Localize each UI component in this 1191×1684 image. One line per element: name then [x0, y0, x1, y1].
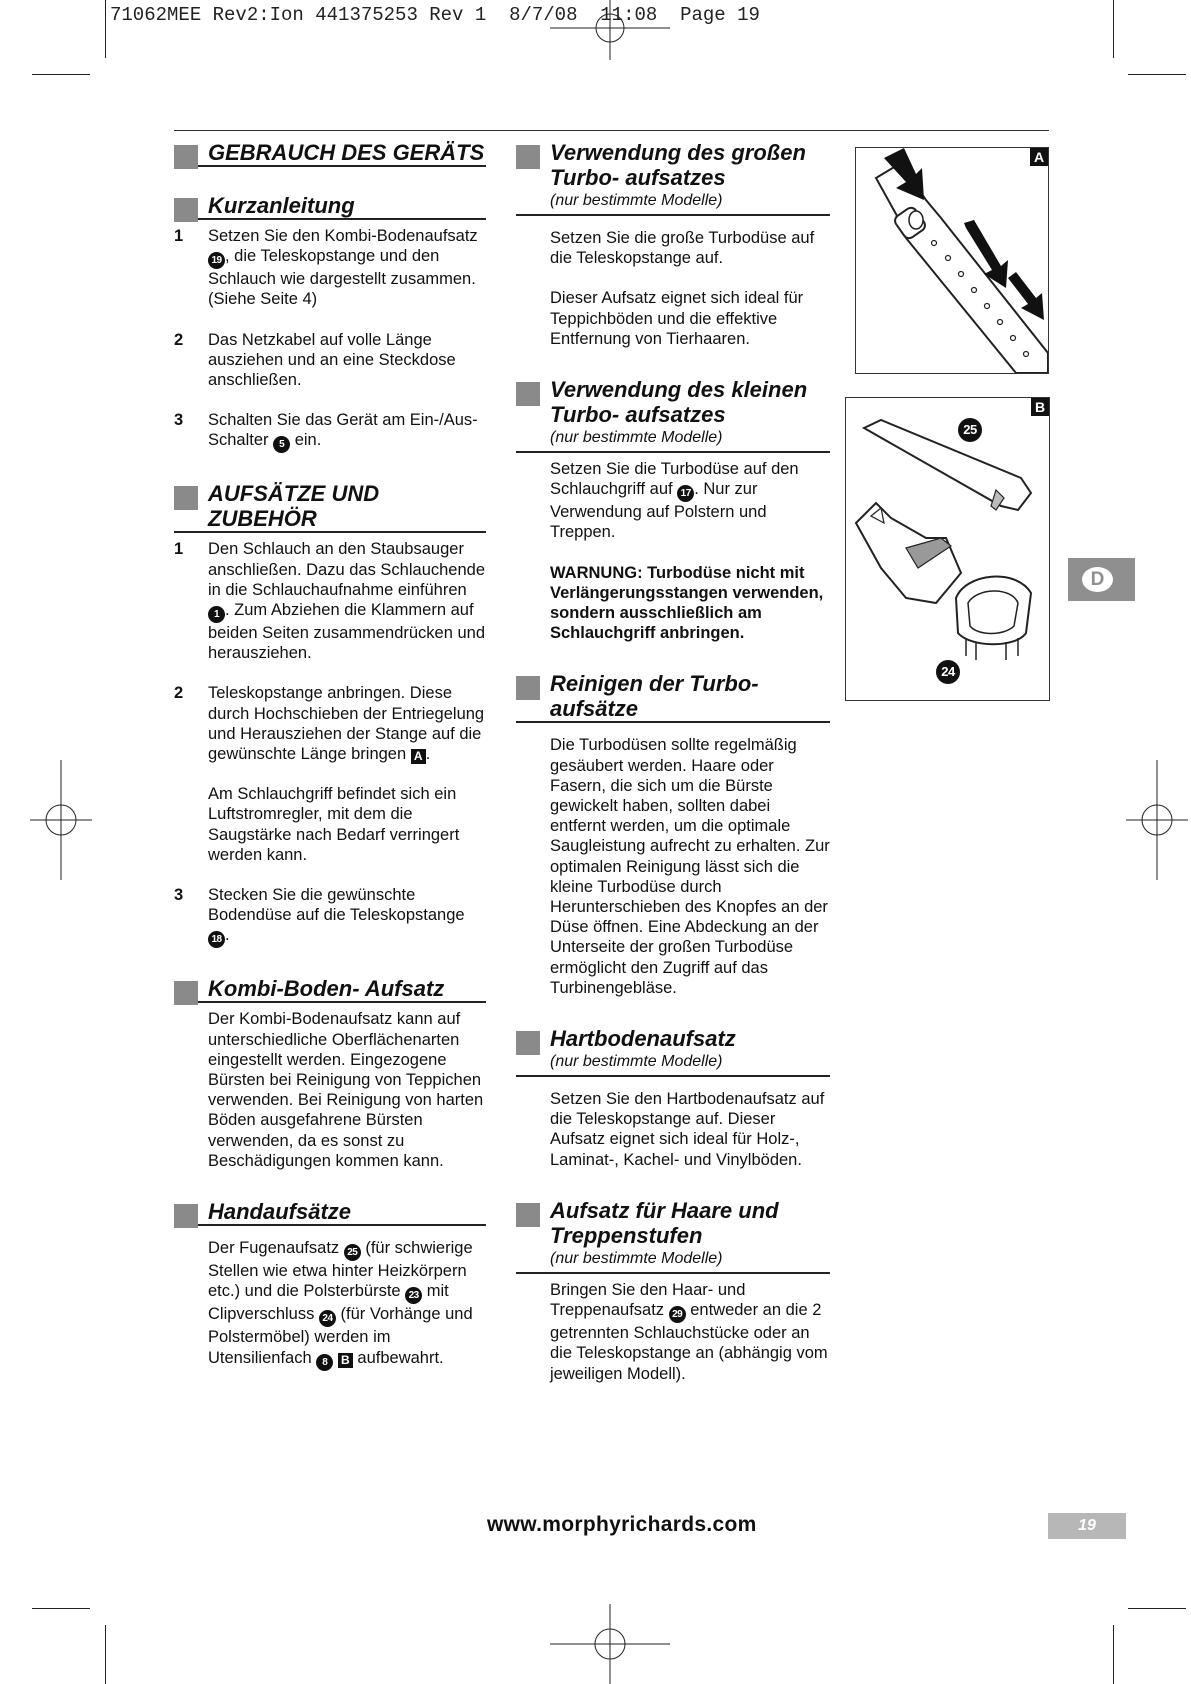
- part-ref-badge: 1: [208, 606, 225, 623]
- item-text: Das Netzkabel auf volle Länge ausziehen und an eine Steckdose anschließen.: [208, 330, 456, 390]
- page-number: 19: [1048, 1513, 1126, 1539]
- paragraph: [174, 1238, 486, 1370]
- section-heading: [174, 481, 486, 533]
- heading-line: Verwendung des kleinen: [550, 377, 808, 403]
- item-number: 3: [174, 886, 184, 905]
- part-badge: [936, 660, 960, 684]
- section-handaufsaetze: [174, 1199, 486, 1370]
- heading-line: Treppenstufen: [550, 1222, 703, 1248]
- section-gebrauch: [174, 140, 486, 167]
- part-ref-badge: 23: [405, 1287, 422, 1304]
- figure-label: B: [1031, 398, 1049, 416]
- registration-mark-left: [30, 760, 92, 880]
- footer-url: www.morphyrichards.com: [487, 1513, 757, 1536]
- heading-line: Reinigen der Turbo-: [550, 671, 759, 697]
- item-text: .: [425, 745, 431, 764]
- part-ref-badge: 25: [958, 418, 982, 442]
- section-heading: [516, 1198, 830, 1274]
- heading-line: Verwendung des großen: [550, 140, 806, 165]
- heading-line: ZUBEHÖR: [208, 506, 317, 532]
- item-number: 2: [174, 684, 184, 703]
- item-text: Schalten Sie das Gerät am Ein-/Aus-Schalter: [208, 411, 478, 450]
- section-heading: [516, 671, 830, 723]
- text: entweder an die 2 getrennten Schlauchstücke oder an die Teleskopstange an (abhängig vom jeweiligen Modell).: [550, 1301, 828, 1383]
- crop-mark: [1128, 74, 1186, 75]
- crop-mark: [105, 1625, 106, 1684]
- item-text: . Zum Abziehen die Klammern auf beiden Seiten zusammendrücken und herausziehen.: [208, 601, 486, 663]
- section-kurzanleitung: [174, 193, 486, 453]
- part-ref-badge: 5: [273, 436, 290, 453]
- item-text: Teleskopstange anbringen. Diese durch Hochschieben der Entriegelung und Herausziehen der Stange auf die gewünschte Länge bringen: [208, 684, 485, 764]
- middle-column: [516, 140, 830, 1412]
- item-number: 3: [174, 411, 184, 430]
- part-ref-badge: 24: [319, 1310, 336, 1327]
- crop-mark: [1113, 0, 1114, 58]
- subheading: (nur bestimmte Modelle): [550, 429, 723, 447]
- paragraph: Setzen Sie den Hartbodenaufsatz auf die Teleskopstange auf. Dieser Aufsatz eignet sich ideal für Holz-, Laminat-, Kachel- und Vinylböden.: [550, 1090, 825, 1169]
- top-rule: [174, 130, 1049, 131]
- section-haare: [516, 1198, 830, 1384]
- language-tab-label: D: [1082, 567, 1113, 592]
- list-item: [174, 885, 486, 948]
- part-badge: [958, 418, 982, 442]
- section-heading: [174, 1199, 486, 1226]
- section-heading: [174, 976, 486, 1003]
- subheading: (nur bestimmte Modelle): [550, 192, 723, 209]
- paragraph: Dieser Aufsatz eignet sich ideal für Teppichböden und die effektive Entfernung von Tierhaaren.: [550, 289, 804, 348]
- section-hartboden: [516, 1026, 830, 1170]
- registration-mark-top: [550, 0, 670, 60]
- telescopic-tube-illustration: [856, 148, 1048, 373]
- figure-label: A: [1030, 148, 1048, 166]
- figure-a: [855, 147, 1049, 374]
- heading-hand: Handaufsätze: [208, 1199, 352, 1225]
- item-number: 2: [174, 330, 184, 349]
- paragraph: Setzen Sie die große Turbodüse auf die Teleskopstange auf.: [550, 229, 815, 268]
- text: (für Vorhänge und Polstermöbel) werden im Utensilienfach: [208, 1305, 473, 1367]
- list-item: [174, 226, 486, 310]
- registration-mark-right: [1126, 760, 1188, 880]
- section-heading: [516, 377, 830, 453]
- item-number: 1: [174, 540, 184, 559]
- list-item: [174, 410, 486, 453]
- figure-b: [845, 397, 1050, 701]
- left-column: [174, 140, 486, 1399]
- part-ref-badge: 17: [677, 485, 694, 502]
- text: Der Fugenaufsatz: [208, 1239, 344, 1258]
- section-grosser-turbo: [516, 140, 830, 349]
- heading-line: Turbo- aufsatzes: [550, 165, 726, 190]
- list-item: [174, 539, 486, 663]
- text: . Nur zur Verwendung auf Polstern und Treppen.: [550, 480, 767, 542]
- figure-ref-badge: A: [411, 749, 426, 764]
- subheading: (nur bestimmte Modelle): [550, 1249, 723, 1267]
- crop-mark: [1113, 1625, 1114, 1684]
- part-ref-badge: 25: [344, 1244, 361, 1261]
- text: mit Clipverschluss: [208, 1282, 449, 1324]
- crop-mark: [105, 0, 106, 58]
- subheading: (nur bestimmte Modelle): [550, 1053, 723, 1071]
- registration-mark-bottom: [550, 1604, 670, 1684]
- crop-mark: [1128, 1608, 1186, 1609]
- part-ref-badge: 18: [208, 931, 225, 948]
- crop-mark: [32, 74, 90, 75]
- list-item: [174, 330, 486, 391]
- part-ref-badge: 19: [208, 252, 225, 269]
- heading-line: Aufsatz für Haare und: [550, 1197, 779, 1223]
- paragraph: Der Kombi-Bodenaufsatz kann auf unterschiedliche Oberflächenarten eingestellt werden. Eingezogene Bürsten bei Reinigung von Teppichen verwenden. Bei Reinigung von harten Böden ausgefahrene Bürsten verwenden, da es sonst zu Beschädigungen kommen kann.: [208, 1010, 484, 1170]
- part-ref-badge: 8: [316, 1354, 333, 1371]
- item-text: ein.: [290, 431, 322, 450]
- print-slug: 71062MEE Rev2:Ion 441375253 Rev 1 8/7/08 11:08 Page 19: [110, 4, 760, 26]
- text: aufbewahrt.: [352, 1348, 444, 1367]
- language-tab: [1068, 558, 1135, 601]
- item-text: Setzen Sie den Kombi-Bodenaufsatz: [208, 227, 478, 245]
- item-text: , die Teleskopstange und den Schlauch wie dargestellt zusammen. (Siehe Seite 4): [208, 247, 476, 309]
- paragraph: Am Schlauchgriff befindet sich ein Luftstromregler, mit dem die Saugstärke nach Bedarf verringert werden kann.: [208, 785, 460, 864]
- section-heading: [174, 193, 486, 220]
- paragraph: Die Turbodüsen sollte regelmäßig gesäubert werden. Haare oder Fasern, die sich um die Bürste gewickelt haben, sollten dabei entfernt werden, um die optimale Saugleistung aufrecht zu erhalten. Zur optimalen Reinigung lässt sich die kleine Turbodüse durch Herunterschieben des Knopfes an der Düse öffnen. Eine Abdeckung an der Unterseite der großen Turbodüse ermöglicht den Zugriff auf das Turbinengebläse.: [550, 736, 830, 997]
- text: Setzen Sie die Turbodüse auf den Schlauchgriff auf: [550, 460, 799, 499]
- part-ref-badge: 24: [936, 660, 960, 684]
- section-aufsaetze: [174, 481, 486, 948]
- item-number: 1: [174, 227, 184, 245]
- list-item: [174, 683, 486, 764]
- section-reinigen: [516, 671, 830, 998]
- text: (für schwierige Stellen wie etwa hinter Heizkörpern etc.) und die Polsterbürste: [208, 1239, 473, 1301]
- section-kleiner-turbo: [516, 377, 830, 643]
- section-kombi: [174, 976, 486, 1171]
- figure-ref-badge: B: [338, 1353, 353, 1368]
- crop-mark: [32, 1608, 90, 1609]
- paragraph: [516, 1280, 830, 1384]
- heading-kurzanleitung: Kurzanleitung: [208, 193, 355, 218]
- text: Bringen Sie den Haar- und Treppenaufsatz: [550, 1280, 746, 1320]
- heading-kombi: Kombi-Boden- Aufsatz: [208, 976, 445, 1002]
- item-text: Den Schlauch an den Staubsauger anschließen. Dazu das Schlauchende in die Schlauchaufnahme einführen: [208, 540, 486, 599]
- section-heading: [516, 1026, 830, 1077]
- heading-line: Turbo- aufsatzes: [550, 402, 726, 428]
- heading-line: AUFSÄTZE UND: [208, 481, 380, 507]
- heading-line: aufsätze: [550, 696, 639, 722]
- warning-text: WARNUNG: Turbodüse nicht mit Verlängerungsstangen verwenden, sondern ausschließlich am Schlauchgriff anbringen.: [550, 563, 824, 643]
- accessories-illustration: [846, 398, 1049, 700]
- paragraph: [516, 459, 830, 543]
- main-title: GEBRAUCH DES GERÄTS: [208, 140, 485, 165]
- section-heading: [516, 140, 830, 216]
- heading-hart: Hartbodenaufsatz: [550, 1026, 736, 1052]
- part-ref-badge: 29: [669, 1306, 686, 1323]
- item-text: .: [225, 926, 230, 945]
- section-heading: [174, 140, 486, 167]
- item-text: Stecken Sie die gewünschte Bodendüse auf die Teleskopstange: [208, 886, 465, 925]
